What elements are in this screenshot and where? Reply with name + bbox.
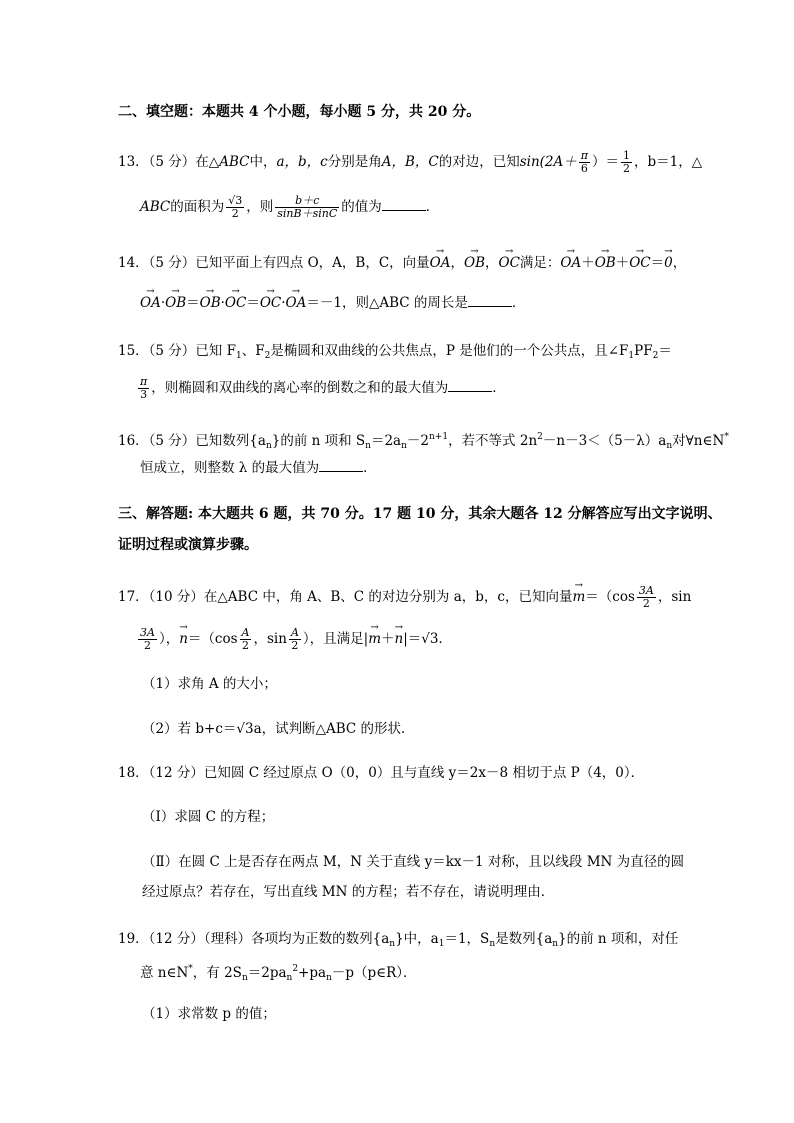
answer-blank-14 <box>468 294 512 307</box>
question-19-part-1: （1）求常数 p 的值； <box>142 1006 276 1022</box>
question-14-line-2: → OA·→ OB＝→ OB·→ OC＝→ OC·→ OA＝－1，则△ABC 的周长是 ． <box>140 294 525 312</box>
question-18-part-2-line-1: （Ⅱ）在圆 C 上是否存在两点 M，N 关于直线 y＝kx－1 对称，且以线段 MN 为直径的圆 <box>142 854 685 870</box>
question-13-line-1: 13．（5 分）在△ABC中，a，b，c分别是角A，B，C的对边，已知sin(2A＋ $\frac{\pi}{6}$ ）＝ $\frac{1}{2}$ ，b＝1，△ <box>118 149 703 175</box>
question-18-part-2-line-2: 经过原点？若存在，写出直线 MN 的方程；若不存在，请说明理由． <box>142 884 555 900</box>
question-19-line-1: 19．（12 分）（理科）各项均为正数的数列$\{a_n\}$中，$a_1=1$，$S_n$是数列$\{a_n\}$的前 n 项和，对任 <box>118 931 679 949</box>
answer-section-header-line-1: 三、解答题: 本大题共 6 题，共 70 分。17 题 10 分，其余大题各 12 分解答应写出文字说明、 <box>118 506 722 522</box>
question-19-line-2: 意 n∈N*，有 $2S_n=2pa_n^2+pa_n-p(p\in R)$． <box>140 964 417 983</box>
question-15-line-1: 15．（5 分）已知 $F_1$、$F_2$是椭圆和双曲线的公共焦点，P 是他们的一个公共点，且$\angle F_1PF_2=$ <box>118 343 672 361</box>
question-16-line-2: 恒成立，则整数 λ 的最大值为 ． <box>140 460 377 476</box>
question-14-line-1: 14．（5 分）已知平面上有四点 O，A，B，C，向量→ OA，→ OB，→ OC满足：→ OA＋→ OB＋→ OC＝→ 0， <box>118 254 686 272</box>
answer-section-header-line-2: 证明过程或演算步骤。 <box>118 537 258 553</box>
question-13-line-2: ABC的面积为 $\frac{√3}{2}$ ，则 $\frac{b+c}{\sin B+\sin C}$ 的值为 ． <box>140 194 440 220</box>
question-17-part-2: （2）若 b+c＝√3a，试判断△ABC 的形状． <box>142 721 415 737</box>
question-16-line-1: 16．（5 分）已知数列$\{a_n\}$的前 n 项和 $S_n=2a_n-2^{n+1}$，若不等式 $2n^2-n-3<(5-\lambda)a_n$对∀n∈N* <box>118 432 729 451</box>
question-18-part-1: （Ⅰ）求圆 C 的方程； <box>142 809 275 825</box>
answer-blank-16 <box>319 459 363 472</box>
question-17-part-1: （1）求角 A 的大小； <box>142 676 277 692</box>
question-18-line-1: 18．（12 分）已知圆 C 经过原点 O（0，0）且与直线 y＝2x－8 相切于点 P（4，0）． <box>118 765 645 781</box>
question-17-line-1: 17．（10 分）在△ABC 中，角 A、B、C 的对边分别为 a，b，c，已知向量→ m＝（cos $\frac{3A}{2}$ ，sin <box>118 585 691 610</box>
answer-blank-13 <box>382 198 426 211</box>
question-15-line-2: $\frac{\pi}{3}$ ，则椭圆和双曲线的离心率的倒数之和的最大值为 ． <box>140 375 506 401</box>
answer-blank-15 <box>448 379 492 392</box>
fill-in-section-header: 二、填空题：本题共 4 个小题，每小题 5 分，共 20 分。 <box>118 104 481 120</box>
question-17-line-2: $\frac{3A}{2}$ ），→ n＝（cos $\frac{A}{2}$ ，sin $\frac{A}{2}$ ），且满足|→ m＋→ n|＝√3． <box>136 627 452 652</box>
